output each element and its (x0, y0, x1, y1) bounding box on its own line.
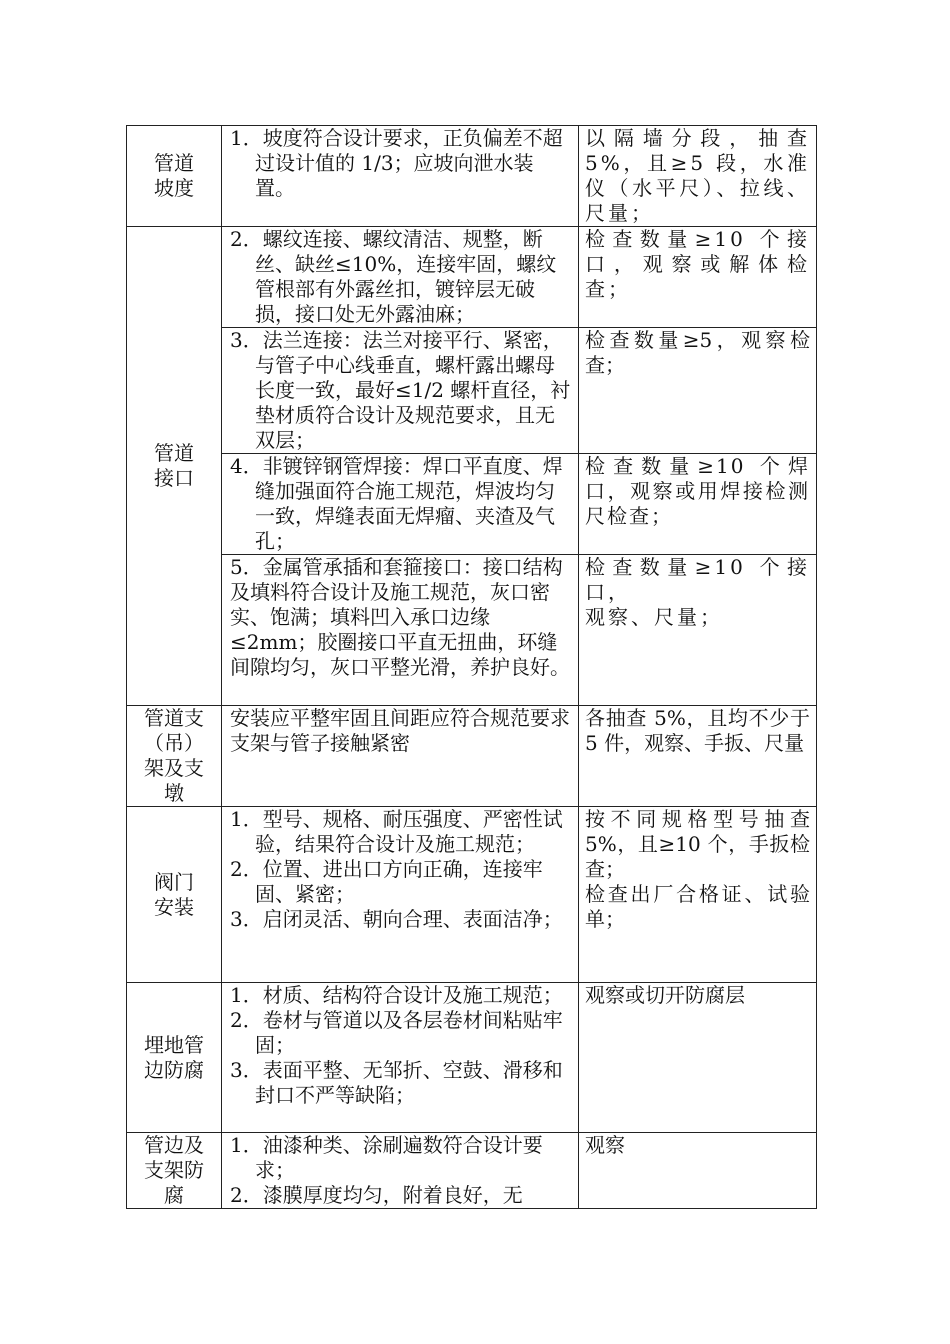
requirement-item: 支架与管子接触紧密 (230, 731, 410, 755)
requirement-item: 3．表面平整、无邹折、空鼓、滑移和封口不严等缺陷； (230, 1058, 563, 1107)
requirement-item: 1．型号、规格、耐压强度、严密性试验，结果符合设计及施工规范； (230, 807, 563, 856)
requirement-cell (222, 126, 579, 227)
requirement-item: 3．法兰连接：法兰对接平行、紧密，与管子中心线垂直，螺杆露出螺母长度一致，最好≤1/2 螺杆直径，衬垫材质符合设计及规范要求，且无双层； (230, 328, 571, 452)
category-pipe-joint: 管道 接口 (154, 441, 194, 490)
table-row (127, 1133, 817, 1209)
table-row (127, 227, 817, 328)
check-cell: 检查数量≥10 个焊口，观察或用焊接检测尺检查； (579, 454, 817, 555)
check-cell: 按不同规格型号抽查 5%，且≥10 个，手扳检查； 检查出厂合格证、试验单； (579, 807, 817, 983)
requirement-item: 2．卷材与管道以及各层卷材间粘贴牢固； (230, 1008, 563, 1057)
table-row (127, 706, 817, 807)
check-cell: 检查数量≥5，观察检查； (579, 328, 817, 454)
requirement-cell (222, 1133, 579, 1209)
category-cell (127, 1133, 222, 1209)
check-cell: 检查数量≥10 个接口， 观察、尺量； (579, 555, 817, 706)
table-row (127, 328, 817, 454)
table-row (127, 807, 817, 983)
check-cell: 观察 (579, 1133, 817, 1209)
check-cell: 各抽查 5%，且均不少于 5 件，观察、手扳、尺量 (579, 706, 817, 807)
requirement-item: 1．材质、结构符合设计及施工规范； (230, 983, 563, 1007)
category-pipe-support: 管道支 （吊） 架及支 墩 (144, 706, 204, 805)
requirement-item: 2．螺纹连接、螺纹清洁、规整，断丝、缺丝≤10%，连接牢固，螺纹管根部有外露丝扣，镀锌层无破损，接口处无外露油麻； (230, 227, 557, 326)
check-cell: 检查数量≥10 个接口，观察或解体检查； (579, 227, 817, 328)
requirement-cell (222, 706, 579, 807)
requirement-cell (222, 555, 579, 706)
category-cell (127, 983, 222, 1133)
category-buried-anticorrosion: 埋地管 边防腐 (144, 1032, 204, 1082)
check-cell: 观察或切开防腐层 (579, 983, 817, 1133)
requirement-item: 5．金属管承插和套箍接口：接口结构及填料符合设计及施工规范，灰口密实、饱满；填料凹入承口边缘≤2mm；胶圈接口平直无扭曲，环缝间隙均匀，灰口平整光滑，养护良好。 (230, 555, 570, 679)
requirement-item: 4．非镀锌钢管焊接：焊口平直度、焊缝加强面符合施工规范，焊波均匀一致，焊缝表面无焊瘤、夹渣及气孔； (230, 454, 563, 553)
category-cell (127, 126, 222, 227)
check-cell: 以隔墙分段，抽查 5%，且≥5 段，水准仪（水平尺）、拉线、尺量； (579, 126, 817, 227)
table-row (127, 454, 817, 555)
inspection-table (126, 125, 817, 1209)
category-pipe-slope: 管道 坡度 (154, 151, 194, 200)
requirement-cell (222, 983, 579, 1133)
requirement-item: 安装应平整牢固且间距应符合规范要求 (230, 706, 570, 730)
category-cell (127, 706, 222, 807)
requirement-cell (222, 807, 579, 983)
requirement-cell (222, 454, 579, 555)
requirement-item: 1．油漆种类、涂刷遍数符合设计要求； (230, 1133, 543, 1182)
table-row (127, 126, 817, 227)
requirement-item: 1．坡度符合设计要求，正负偏差不超过设计值的 1/3；应坡向泄水装置。 (230, 126, 563, 200)
requirement-item: 3．启闭灵活、朝向合理、表面洁净； (230, 907, 563, 931)
requirement-cell (222, 328, 579, 454)
requirement-item: 2．位置、进出口方向正确，连接牢固、紧密； (230, 857, 543, 906)
category-cell (127, 807, 222, 983)
requirement-item: 2．漆膜厚度均匀，附着良好，无 (230, 1183, 523, 1207)
requirement-cell (222, 227, 579, 328)
table-row (127, 983, 817, 1133)
category-valve-install: 阀门 安装 (154, 869, 194, 919)
table-row (127, 555, 817, 706)
category-cell (127, 227, 222, 706)
category-pipe-support-anticorrosion: 管边及 支架防 腐 (144, 1133, 204, 1207)
